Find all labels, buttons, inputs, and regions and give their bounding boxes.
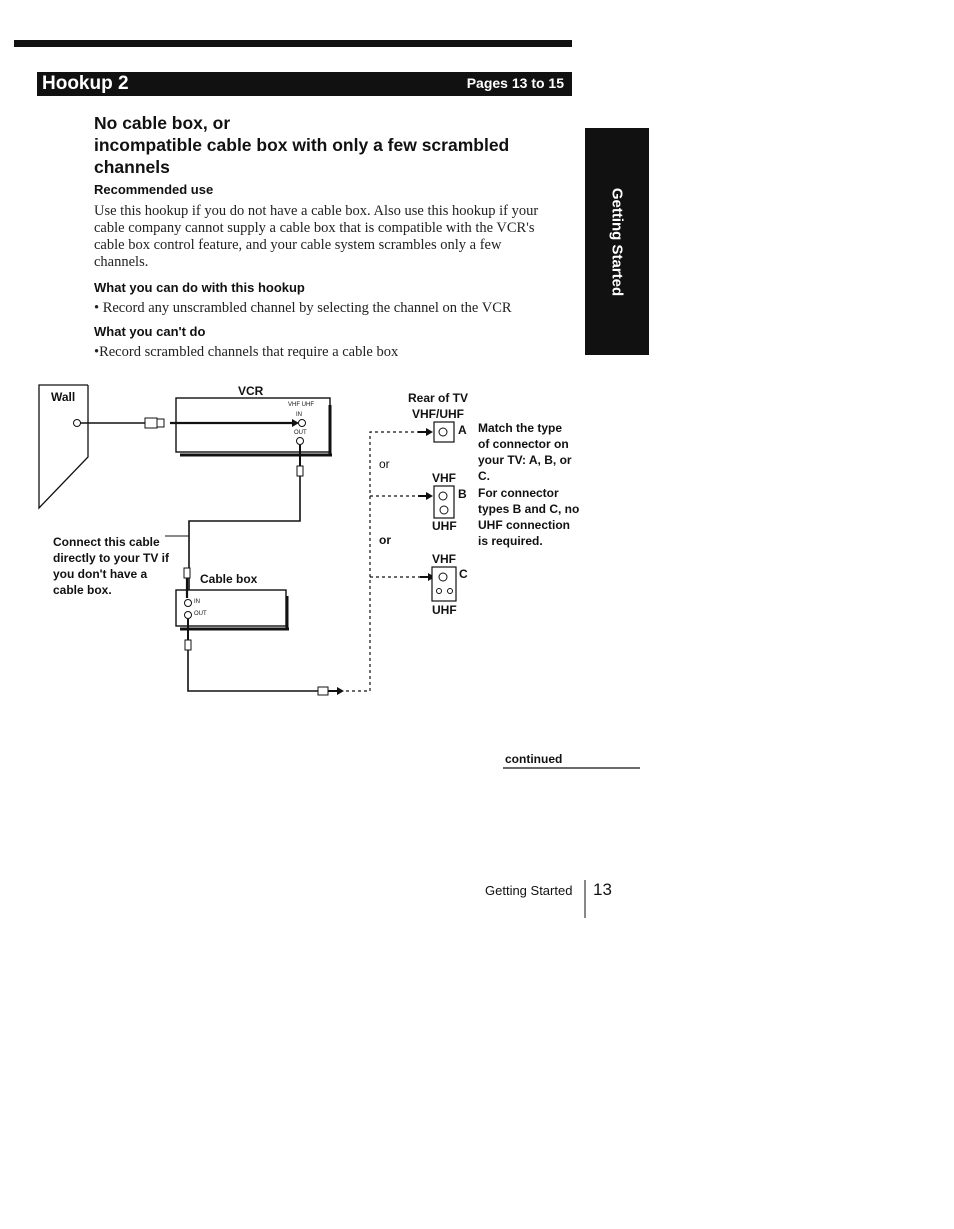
box-to-tv-cable	[188, 650, 318, 691]
box-in-connector	[184, 568, 190, 578]
connector-note-line: For connector	[478, 486, 559, 500]
recommended-line: cable box control feature, and your cable system scrambles only a few	[94, 237, 502, 253]
option-b-panel	[434, 486, 454, 518]
can-do-text: Record any unscrambled channel by selecting the channel on the VCR	[102, 300, 512, 316]
option-a-arrow	[426, 428, 433, 436]
option-c-panel	[432, 567, 456, 601]
option-a-panel	[434, 422, 454, 442]
option-b-arrow	[426, 492, 433, 500]
option-c-uhf-label: UHF	[432, 603, 457, 617]
wall-cable-connector	[145, 418, 157, 428]
footer-section: Getting Started	[485, 883, 573, 898]
connect-note-line: cable box.	[53, 583, 112, 597]
wall-outlet-icon	[74, 420, 81, 427]
recommended-line: Use this hookup if you do not have a cable box. Also use this hookup if your	[94, 203, 539, 219]
match-note-line: your TV: A, B, or	[478, 453, 572, 467]
vcr-in-label: IN	[296, 412, 302, 418]
heading-line-3: channels	[94, 157, 170, 177]
tv-cable-arrow	[337, 687, 344, 695]
match-note-line: of connector on	[478, 437, 569, 451]
cable-box-body	[176, 590, 286, 626]
vcr-out-label: OUT	[294, 430, 307, 436]
connector-note-line: types B and C, no	[478, 502, 580, 516]
wall-label: Wall	[51, 390, 76, 404]
page-range: Pages 13 to 15	[466, 75, 564, 91]
heading-line-2: incompatible cable box with only a few scrambled	[94, 135, 510, 155]
vcr-out-connector	[297, 466, 303, 476]
match-note	[478, 420, 598, 484]
page-number: 13	[593, 880, 612, 899]
match-note-line: C.	[478, 469, 490, 483]
can-do-title: What you can do with this hookup	[94, 280, 305, 295]
option-c-vhf-label: VHF	[432, 552, 456, 566]
section-title: Hookup 2	[42, 73, 129, 94]
connect-note	[53, 534, 183, 598]
connect-note-line: Connect this cable	[53, 535, 160, 549]
or-label: or	[379, 533, 391, 547]
cable-box-label: Cable box	[200, 572, 258, 586]
vcr-label: VCR	[238, 384, 264, 398]
option-c-label: C	[459, 567, 468, 581]
box-out-connector	[185, 640, 191, 650]
recommended-line: channels.	[94, 254, 149, 270]
side-tab-label: Getting Started	[608, 187, 626, 296]
match-note-line: Match the type	[478, 421, 563, 435]
connect-note-line: directly to your TV if	[53, 551, 170, 565]
option-a-label: A	[458, 423, 467, 437]
option-b-uhf-label: UHF	[432, 519, 457, 533]
rear-tv-label: Rear of TV	[408, 391, 469, 405]
continued-label: continued	[505, 752, 563, 766]
bullet: •	[94, 344, 100, 360]
or-label: or	[379, 457, 390, 471]
heading-line-1: No cable box, or	[94, 113, 231, 133]
cant-do-text: Record scrambled channels that require a cable box	[99, 344, 399, 360]
connector-note	[478, 485, 598, 549]
box-out-label: OUT	[194, 611, 207, 617]
tv-cable-connector	[318, 687, 328, 695]
recommended-use-title: Recommended use	[94, 182, 214, 197]
vcr-vhf-uhf-label: VHF UHF	[288, 402, 314, 408]
option-b-label: B	[458, 487, 467, 501]
cant-do-title: What you can't do	[94, 324, 206, 339]
recommended-line: cable company cannot supply a cable box that is compatible with the VCR's	[94, 220, 535, 236]
bullet: •	[94, 300, 103, 316]
vhf-uhf-label: VHF/UHF	[412, 407, 464, 421]
box-in-label: IN	[194, 599, 200, 605]
connect-note-line: you don't have a	[53, 567, 148, 581]
connector-note-line: is required.	[478, 534, 543, 548]
wall-cable-connector	[157, 419, 164, 427]
connector-note-line: UHF connection	[478, 518, 570, 532]
option-b-vhf-label: VHF	[432, 471, 456, 485]
